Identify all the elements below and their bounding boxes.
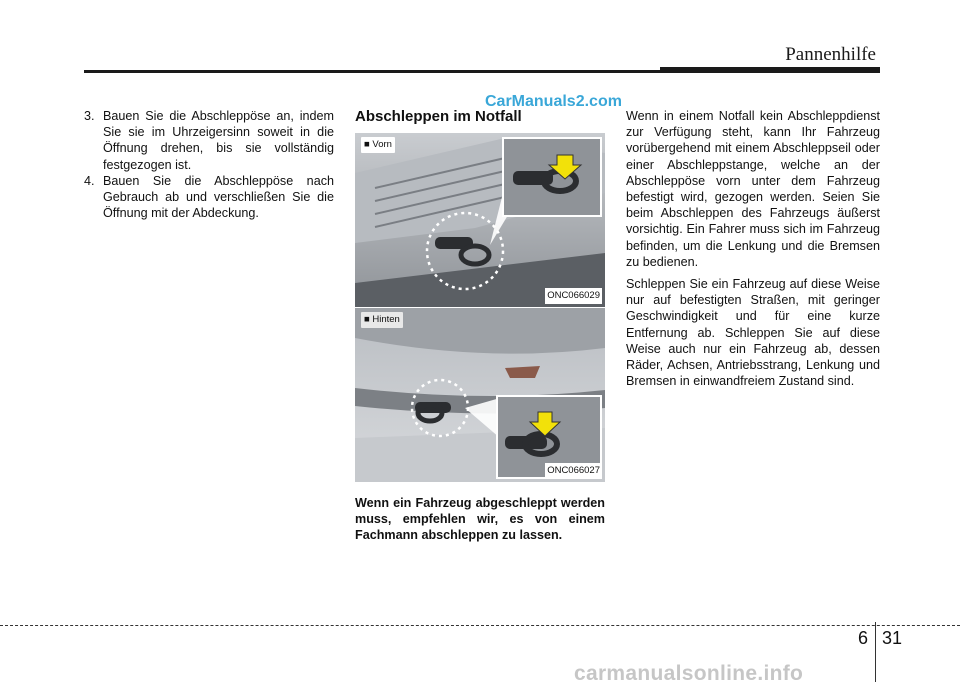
top-watermark[interactable]: CarManuals2.com xyxy=(485,93,622,110)
figure-code-rear: ONC066027 xyxy=(545,463,602,479)
step-number: 3. xyxy=(84,109,95,123)
chapter-header-title: Pannenhilfe xyxy=(785,44,876,65)
figure-front-tow-hook xyxy=(355,133,605,308)
step-text: Bauen Sie die Abschleppöse an, indem Sie sie im Uhrzeigersinn soweit in die Öffnung drehen, bis sie vollständig festgezogen ist. xyxy=(103,109,334,172)
step-item xyxy=(84,108,334,173)
figure-label-front: ■ Vorn xyxy=(361,137,395,153)
paragraph: Wenn in einem Notfall kein Abschleppdienst zur Verfügung steht, kann Ihr Fahrzeug vorübergehend mit einem Abschleppseil oder einer Abschleppstange, welche an der Abschleppöse vorn unter dem Fahrzeug befestigt wird, gezogen werden. Seien Sie beim Abschleppen des Fahrzeugs äußerst vorsichtig. Ein Fahrer muss sich im Fahrzeug befinden, um die Lenkung und die Bremsen zu bedienen. xyxy=(626,109,880,269)
paragraph: Schleppen Sie ein Fahrzeug auf diese Weise nur auf befestigten Straßen, mit geringer Geschwindigkeit und für eine kurze Entfernung ab. Schleppen Sie auf diese Weise auch nur ein Fahrzeug ab, dessen Räder, Achsen, Antriebsstrang, Lenkung und Bremsen in einwandfreiem Zustand sind. xyxy=(626,277,880,389)
figure-code-front: ONC066029 xyxy=(545,288,602,304)
page-number: 31 xyxy=(882,628,903,648)
section-title: Abschleppen im Notfall xyxy=(355,108,522,125)
page-number-divider xyxy=(875,622,876,682)
step-item xyxy=(84,173,334,222)
header-rule-accent xyxy=(660,67,880,73)
rear-bumper-illustration xyxy=(355,308,605,482)
footer-rule xyxy=(0,625,960,626)
chapter-number: 6 xyxy=(858,628,869,648)
footer-watermark[interactable]: carmanualsonline.info xyxy=(574,662,804,685)
step-number: 4. xyxy=(84,173,95,188)
front-bumper-illustration xyxy=(355,133,605,307)
towing-recommendation-note: Wenn ein Fahrzeug abgeschleppt werden muss, empfehlen wir, es von einem Fachmann abschleppen zu lassen. xyxy=(355,496,605,543)
figure-rear-tow-hook xyxy=(355,308,605,483)
reflector xyxy=(505,366,540,378)
column-right xyxy=(626,108,880,395)
figure-label-rear: ■ Hinten xyxy=(361,312,403,328)
step-text: Bauen Sie die Abschleppöse nach Gebrauch ab und verschließen Sie die Öffnung mit der Abdeckung. xyxy=(103,173,334,221)
column-left xyxy=(84,108,334,221)
column-middle xyxy=(355,108,605,544)
